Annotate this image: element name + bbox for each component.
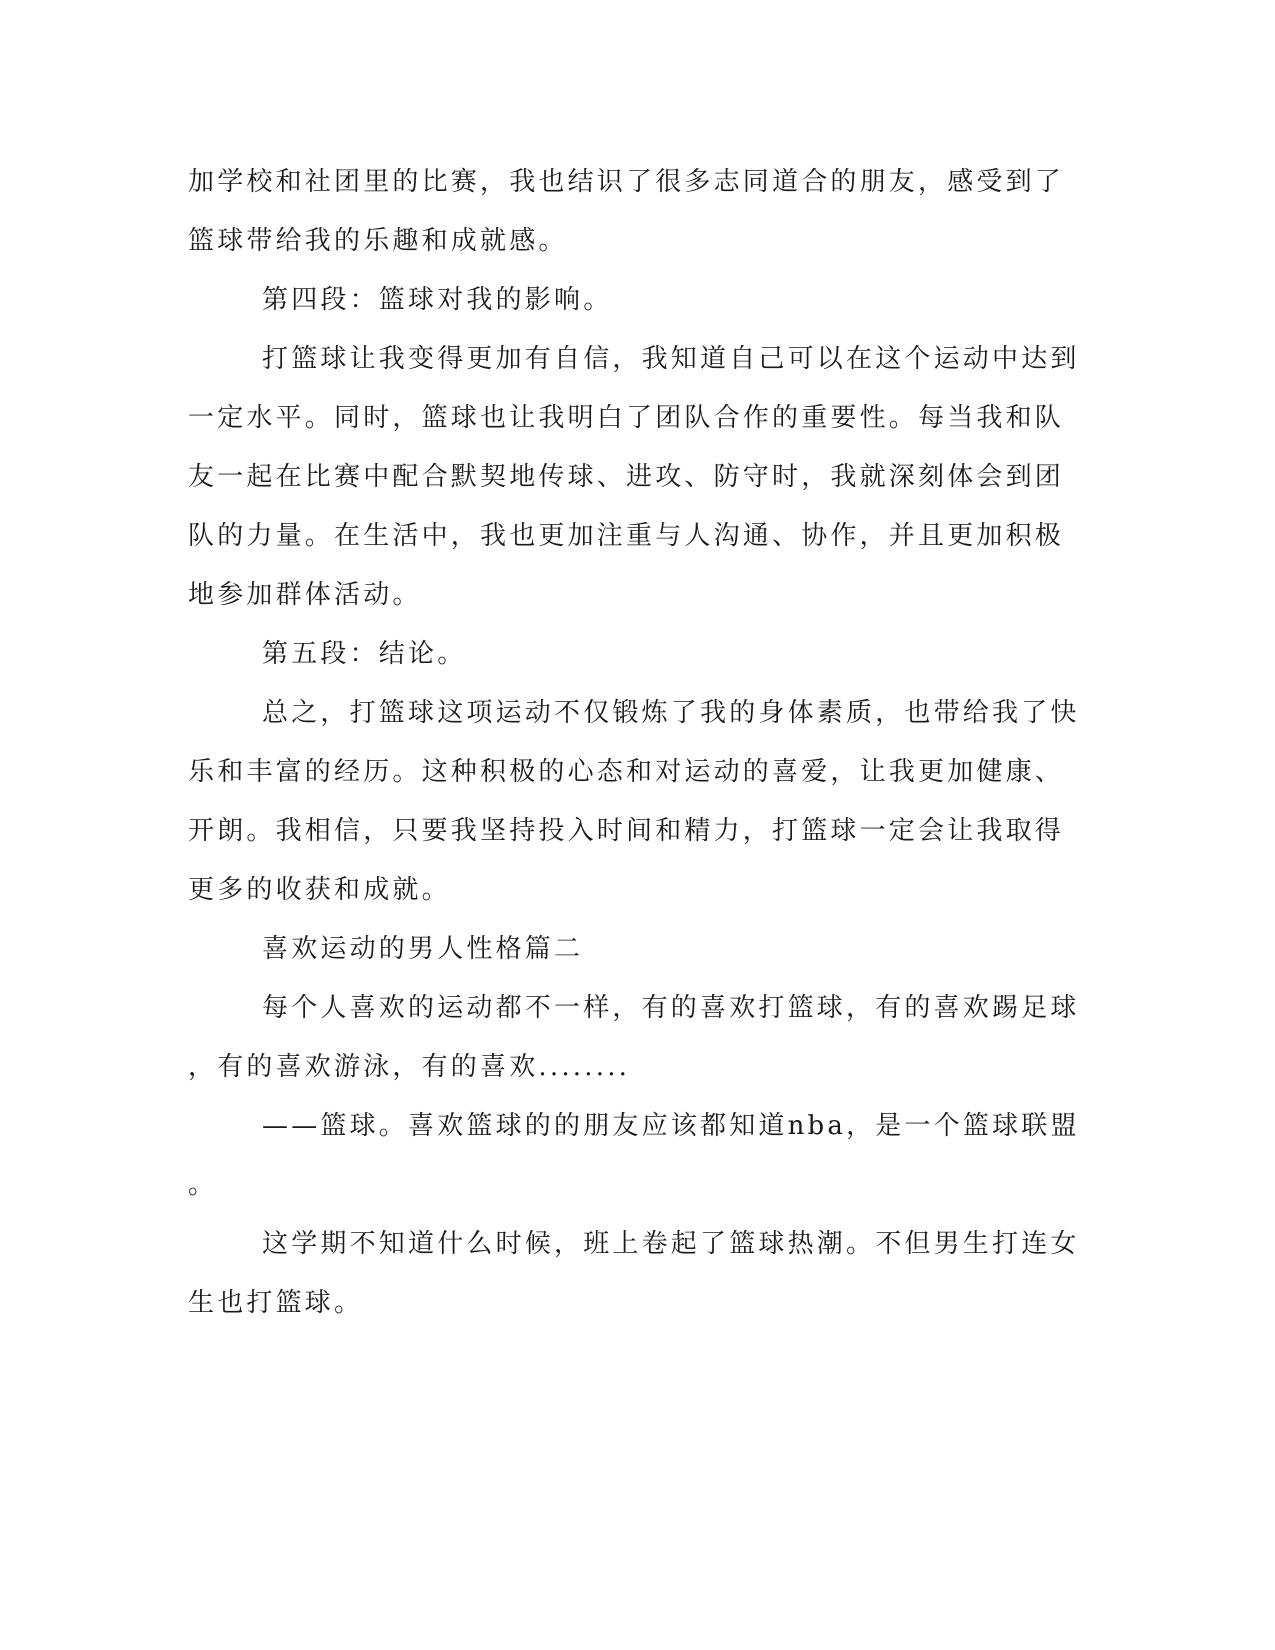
text-line: 地参加群体活动。 — [188, 580, 422, 610]
text-line: 一定水平。同时，篮球也让我明白了团队合作的重要性。每当我和队 — [188, 403, 1065, 433]
text-line: 加学校和社团里的比赛，我也结识了很多志同道合的朋友，感受到了 — [188, 167, 1065, 197]
article-title: 喜欢运动的男人性格篇二 — [262, 934, 584, 964]
section-heading: 第四段：篮球对我的影响。 — [262, 285, 613, 315]
text-line: 更多的收获和成就。 — [188, 875, 451, 905]
text-line: 每个人喜欢的运动都不一样，有的喜欢打篮球，有的喜欢踢足球 — [262, 993, 1080, 1023]
text-line: 开朗。我相信，只要我坚持投入时间和精力，打篮球一定会让我取得 — [188, 816, 1065, 846]
text-line: 篮球带给我的乐趣和成就感。 — [188, 226, 568, 256]
text-line: 打篮球让我变得更加有自信，我知道自己可以在这个运动中达到 — [262, 344, 1080, 374]
text-line: 友一起在比赛中配合默契地传球、进攻、防守时，我就深刻体会到团 — [188, 462, 1065, 492]
text-line: 队的力量。在生活中，我也更加注重与人沟通、协作，并且更加积极 — [188, 521, 1065, 551]
text-line: ，有的喜欢游泳，有的喜欢........ — [188, 1052, 631, 1082]
text-line: 总之，打篮球这项运动不仅锻炼了我的身体素质，也带给我了快 — [262, 698, 1080, 728]
text-line: 生也打篮球。 — [188, 1288, 364, 1318]
text-line: 这学期不知道什么时候，班上卷起了篮球热潮。不但男生打连女 — [262, 1229, 1080, 1259]
section-heading: 第五段：结论。 — [262, 639, 467, 669]
text-line: 。 — [188, 1170, 218, 1200]
text-line: ——篮球。喜欢篮球的的朋友应该都知道nba，是一个篮球联盟 — [262, 1111, 1080, 1141]
text-line: 乐和丰富的经历。这种积极的心态和对运动的喜爱，让我更加健康、 — [188, 757, 1065, 787]
